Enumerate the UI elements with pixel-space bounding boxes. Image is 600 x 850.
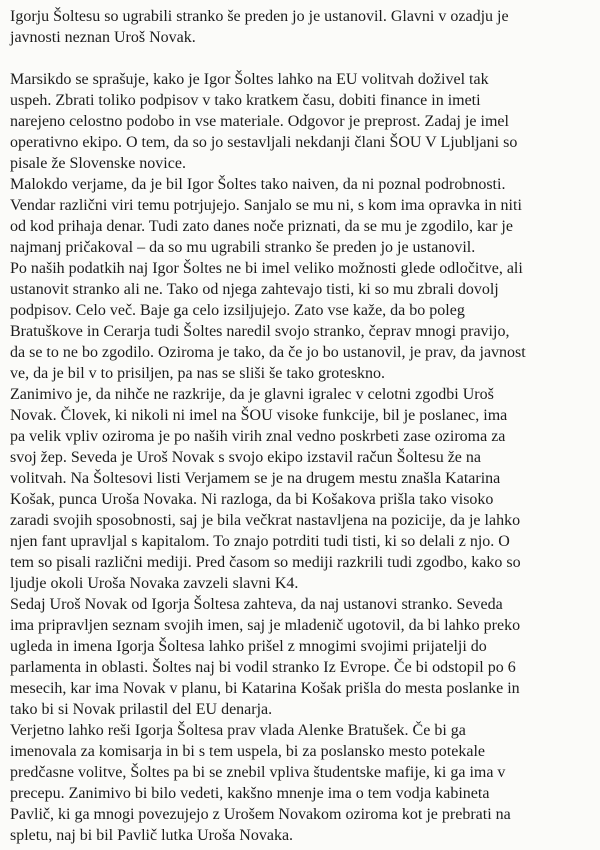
text-line: Vendar različni viri temu potrjujejo. Sanjalo se mu ni, s kom ima opravka in niti	[10, 197, 522, 214]
text-line: pisale že Slovenske novice.	[10, 155, 186, 172]
document-body	[10, 6, 586, 846]
text-line: Bratuškove in Cerarja tudi Šoltes naredil svojo stranko, čeprav mnogi pravijo,	[10, 323, 510, 340]
text-line: Malokdo verjame, da je bil Igor Šoltes tako naiven, da ni poznal podrobnosti.	[10, 176, 506, 193]
text-line: zaradi svojih sposobnosti, saj je bila večkrat nastavljena na pozicije, da je lahko	[10, 512, 521, 529]
text-line: Igorju Šoltesu so ugrabili stranko še preden jo je ustanovil. Glavni v ozadju je	[10, 8, 509, 25]
text-line: Košak, punca Uroša Novaka. Ni razloga, da bi Košakova prišla tako visoko	[10, 491, 494, 508]
text-line: pa velik vpliv oziroma je po naših virih znal vedno poskrbeti zase oziroma za	[10, 428, 506, 445]
text-line: volitvah. Na Šoltesovi listi Verjamem se je na drugem mestu znašla Katarina	[10, 470, 501, 487]
text-line: spletu, naj bi bil Pavlič lutka Uroša Novaka.	[10, 827, 294, 844]
text-line: svoj žep. Seveda je Uroš Novak s svojo ekipo izstavil račun Šoltesu že na	[10, 449, 481, 466]
text-line: Pavlič, ki ga mnogi povezujejo z Urošem Novakom oziroma kot je prebrati na	[10, 806, 511, 823]
text-line: narejeno celostno podobo in vse materiale. Odgovor je preprost. Zadaj je imel	[10, 113, 509, 130]
text-line: tem so pisali različni mediji. Pred časom so mediji razkrili tudi zgodbo, kako so	[10, 554, 521, 571]
text-line: operativno ekipo. O tem, da so jo sestavljali nekdanji člani ŠOU V Ljubljani so	[10, 134, 518, 151]
text-line: od kod prihaja denar. Tudi zato danes noče priznati, da se mu je zgodilo, kar je	[10, 218, 513, 235]
text-line: ima pripravljen seznam svojih imen, saj je mladenič ugotovil, da bi lahko preko	[10, 617, 521, 634]
text-line: njen fant upravljal s kapitalom. To znajo potrditi tudi tisti, ki so delali z njo. O	[10, 533, 510, 550]
text-line: da se to ne bo zgodilo. Oziroma je tako, da če jo bo ustanovil, je prav, da javnost	[10, 344, 526, 361]
text-line: predčasne volitve, Šoltes pa bi se znebil vpliva študentske mafije, ki ga ima v	[10, 764, 506, 781]
text-line: ve, da je bil v to prisiljen, pa nas se sliši še tako groteskno.	[10, 365, 386, 382]
text-line: Sedaj Uroš Novak od Igorja Šoltesa zahteva, da naj ustanovi stranko. Seveda	[10, 596, 503, 613]
text-line: najmanj pričakoval – da so mu ugrabili stranko še preden jo je ustanovil.	[10, 239, 476, 256]
text-line: ugleda in imena Igorja Šoltesa lahko prišel z mnogimi svojimi prijatelji do	[10, 638, 487, 655]
text-line: tako bi si Novak prilastil del EU denarja.	[10, 701, 273, 718]
paragraph-gap	[10, 48, 586, 69]
text-line: podpisov. Celo več. Baje ga celo izsiljujejo. Zato vse kaže, da bo poleg	[10, 302, 465, 319]
text-line: parlamenta in oblasti. Šoltes naj bi vodil stranko Iz Evrope. Če bi odstopil po 6	[10, 659, 516, 676]
text-line: uspeh. Zbrati toliko podpisov v tako kratkem času, dobiti finance in imeti	[10, 92, 481, 109]
text-line: Novak. Človek, ki nikoli ni imel na ŠOU visoke funkcije, bil je poslanec, ima	[10, 407, 508, 424]
text-line: imenovala za komisarja in bi s tem uspela, bi za poslansko mesto potekale	[10, 743, 485, 760]
text-line: ljudje okoli Uroša Novaka zavzeli slavni K4.	[10, 575, 299, 592]
text-line: mesecih, kar ima Novak v planu, bi Katarina Košak prišla do mesta poslanke in	[10, 680, 520, 697]
text-line: Verjetno lahko reši Igorja Šoltesa prav vlada Alenke Bratušek. Če bi ga	[10, 722, 466, 739]
text-line: Zanimivo je, da nihče ne razkrije, da je glavni igralec v celotni zgodbi Uroš	[10, 386, 494, 403]
text-line: Po naših podatkih naj Igor Šoltes ne bi imel veliko možnosti glede odločitve, ali	[10, 260, 523, 277]
text-line: Marsikdo se sprašuje, kako je Igor Šoltes lahko na EU volitvah doživel tak	[10, 71, 489, 88]
text-line: javnosti neznan Uroš Novak.	[10, 29, 196, 46]
text-line: precepu. Zanimivo bi bilo vedeti, kakšno mnenje ima o tem vodja kabineta	[10, 785, 490, 802]
text-line: ustanovit stranko ali ne. Tako od njega zahtevajo tisti, ki so mu zbrali dovolj	[10, 281, 499, 298]
